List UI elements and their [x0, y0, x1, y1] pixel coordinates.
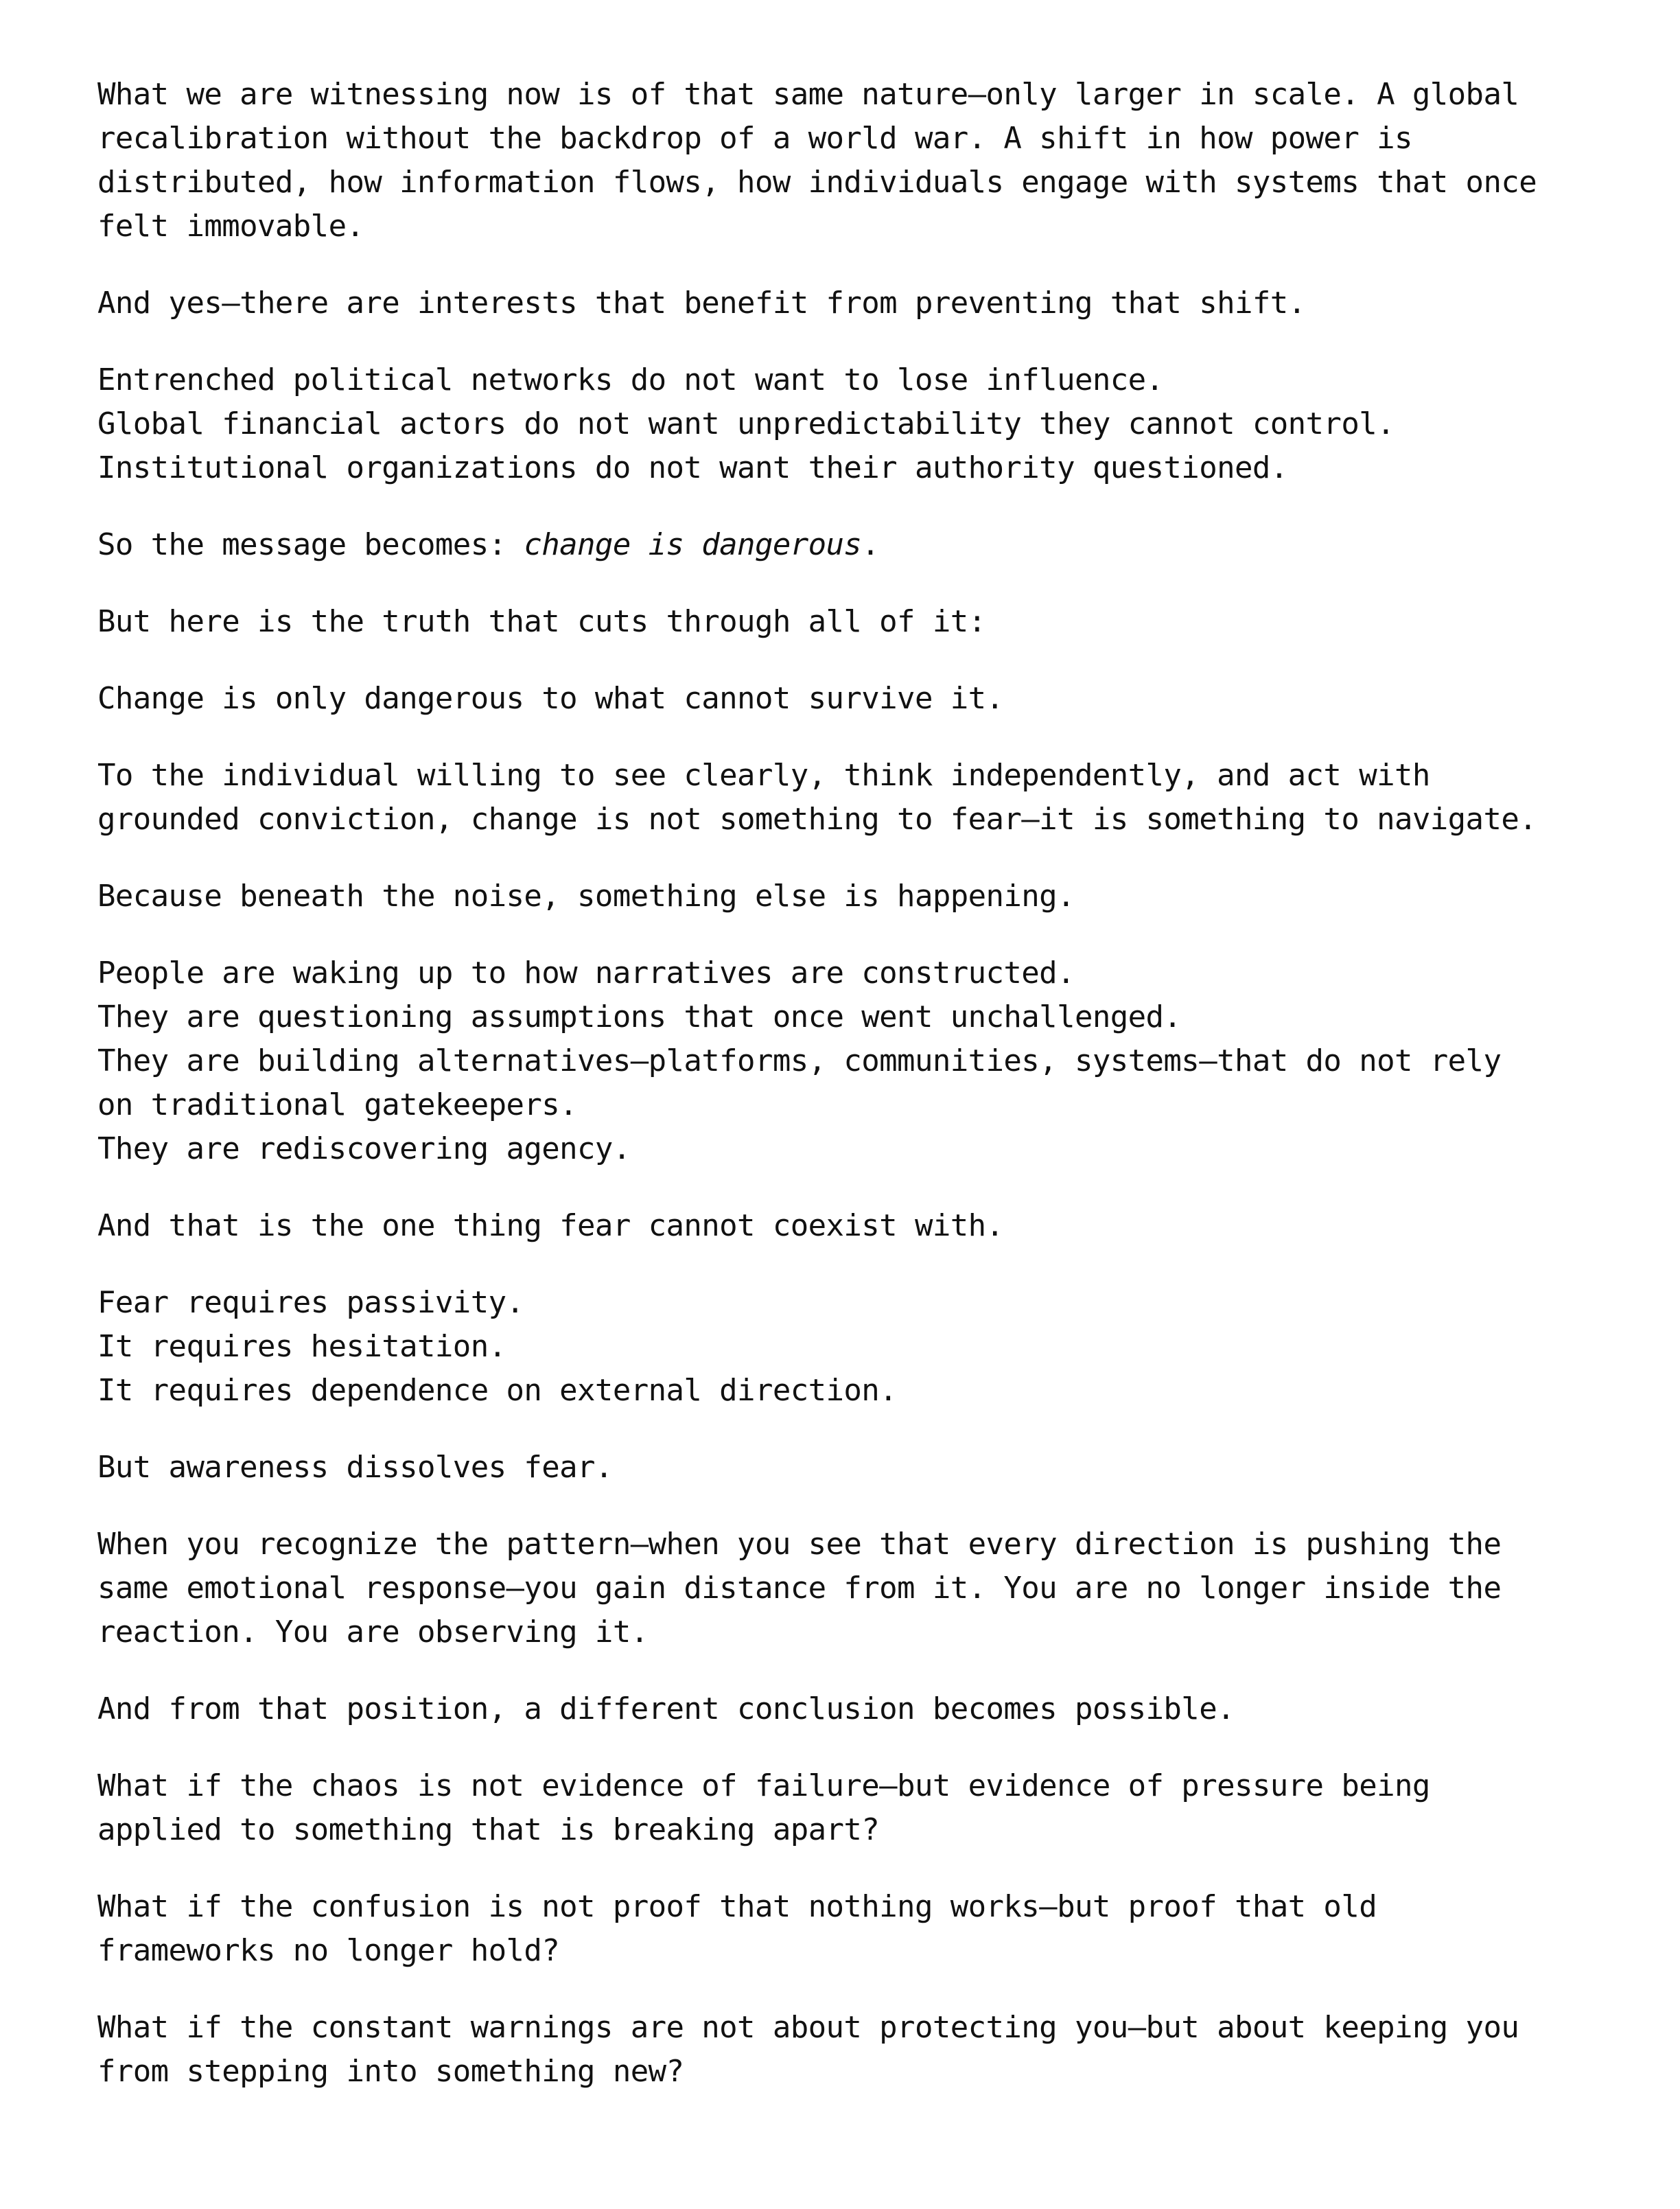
- text-segment: It requires hesitation.: [97, 1329, 506, 1364]
- text-segment: recalibration without the backdrop of a world war. A shift in how power is: [97, 121, 1412, 156]
- text-line: [97, 73, 1611, 117]
- paragraph: [97, 1204, 1611, 1248]
- paragraph: [97, 875, 1611, 918]
- text-line: [97, 446, 1611, 490]
- text-line: [97, 875, 1611, 918]
- text-line: [97, 600, 1611, 644]
- text-line: [97, 2050, 1611, 2094]
- text-line: [97, 281, 1611, 325]
- text-line: [97, 161, 1611, 205]
- text-segment: from stepping into something new?: [97, 2054, 684, 2089]
- text-line: [97, 1281, 1611, 1325]
- text-segment: They are building alternatives—platforms, communities, systems—that do not rely: [97, 1043, 1502, 1078]
- text-line: [97, 677, 1611, 721]
- text-line: [97, 1929, 1611, 1973]
- text-line: [97, 117, 1611, 161]
- text-segment: And that is the one thing fear cannot coexist with.: [97, 1208, 1004, 1243]
- text-line: [97, 798, 1611, 842]
- text-segment: applied to something that is breaking apart?: [97, 1812, 880, 1847]
- text-segment: People are waking up to how narratives are constructed.: [97, 956, 1075, 991]
- paragraph: [97, 73, 1611, 248]
- text-line: [97, 1325, 1611, 1369]
- paragraph: [97, 677, 1611, 721]
- text-line: [97, 1566, 1611, 1610]
- text-line: [97, 1127, 1611, 1171]
- text-line: [97, 1204, 1611, 1248]
- paragraph: [97, 754, 1611, 842]
- text-segment: frameworks no longer hold?: [97, 1933, 560, 1968]
- text-segment: Fear requires passivity.: [97, 1285, 524, 1320]
- paragraph: [97, 1885, 1611, 1973]
- paragraph: [97, 1523, 1611, 1654]
- text-segment: grounded conviction, change is not something to fear—it is something to navigate.: [97, 802, 1537, 837]
- text-line: [97, 1610, 1611, 1654]
- text-segment: They are rediscovering agency.: [97, 1131, 631, 1166]
- paragraph: [97, 523, 1611, 567]
- text-segment: And yes—there are interests that benefit from preventing that shift.: [97, 286, 1306, 321]
- text-segment: Global financial actors do not want unpredictability they cannot control.: [97, 406, 1395, 441]
- text-line: [97, 1885, 1611, 1929]
- paragraph: [97, 951, 1611, 1171]
- paragraph: [97, 1446, 1611, 1490]
- text-line: [97, 1523, 1611, 1566]
- text-segment: reaction. You are observing it.: [97, 1615, 649, 1650]
- text-segment: What if the constant warnings are not about protecting you—but about keeping you: [97, 2010, 1519, 2045]
- text-segment: It requires dependence on external direction.: [97, 1373, 898, 1408]
- text-segment: on traditional gatekeepers.: [97, 1087, 578, 1122]
- text-segment: To the individual willing to see clearly, think independently, and act with: [97, 758, 1430, 793]
- text-line: [97, 1446, 1611, 1490]
- text-line: [97, 1687, 1611, 1731]
- paragraph: [97, 1687, 1611, 1731]
- text-segment: What if the chaos is not evidence of failure—but evidence of pressure being: [97, 1768, 1430, 1803]
- text-segment: They are questioning assumptions that once went unchallenged.: [97, 999, 1182, 1034]
- emphasized-text: change is dangerous: [524, 527, 862, 562]
- text-line: [97, 358, 1611, 402]
- paragraph: [97, 600, 1611, 644]
- text-line: [97, 523, 1611, 567]
- text-segment: And from that position, a different conclusion becomes possible.: [97, 1691, 1235, 1726]
- text-segment: But awareness dissolves fear.: [97, 1450, 613, 1485]
- paragraph: [97, 281, 1611, 325]
- paragraph: [97, 358, 1611, 490]
- text-line: [97, 402, 1611, 446]
- text-line: [97, 2006, 1611, 2050]
- paragraph: [97, 1281, 1611, 1413]
- text-segment: But here is the truth that cuts through all of it:: [97, 604, 986, 639]
- text-line: [97, 995, 1611, 1039]
- paragraph: [97, 1764, 1611, 1852]
- text-line: [97, 951, 1611, 995]
- text-segment: distributed, how information flows, how individuals engage with systems that once: [97, 165, 1537, 200]
- text-segment: When you recognize the pattern—when you see that every direction is pushing the: [97, 1527, 1502, 1562]
- text-segment: What we are witnessing now is of that same nature—only larger in scale. A global: [97, 77, 1519, 112]
- text-segment: Because beneath the noise, something else is happening.: [97, 879, 1075, 914]
- text-line: [97, 1369, 1611, 1413]
- text-segment: Institutional organizations do not want their authority questioned.: [97, 450, 1288, 485]
- text-segment: Entrenched political networks do not want to lose influence.: [97, 362, 1164, 397]
- text-segment: .: [861, 527, 880, 562]
- text-segment: same emotional response—you gain distance from it. You are no longer inside the: [97, 1571, 1502, 1606]
- text-line: [97, 205, 1611, 248]
- text-segment: felt immovable.: [97, 209, 364, 244]
- text-line: [97, 1764, 1611, 1808]
- text-line: [97, 1808, 1611, 1852]
- text-segment: What if the confusion is not proof that nothing works—but proof that old: [97, 1889, 1377, 1924]
- text-line: [97, 1039, 1611, 1083]
- text-segment: Change is only dangerous to what cannot survive it.: [97, 681, 1004, 716]
- paragraph: [97, 2006, 1611, 2094]
- text-segment: So the message becomes:: [97, 527, 524, 562]
- text-line: [97, 754, 1611, 798]
- text-line: [97, 1083, 1611, 1127]
